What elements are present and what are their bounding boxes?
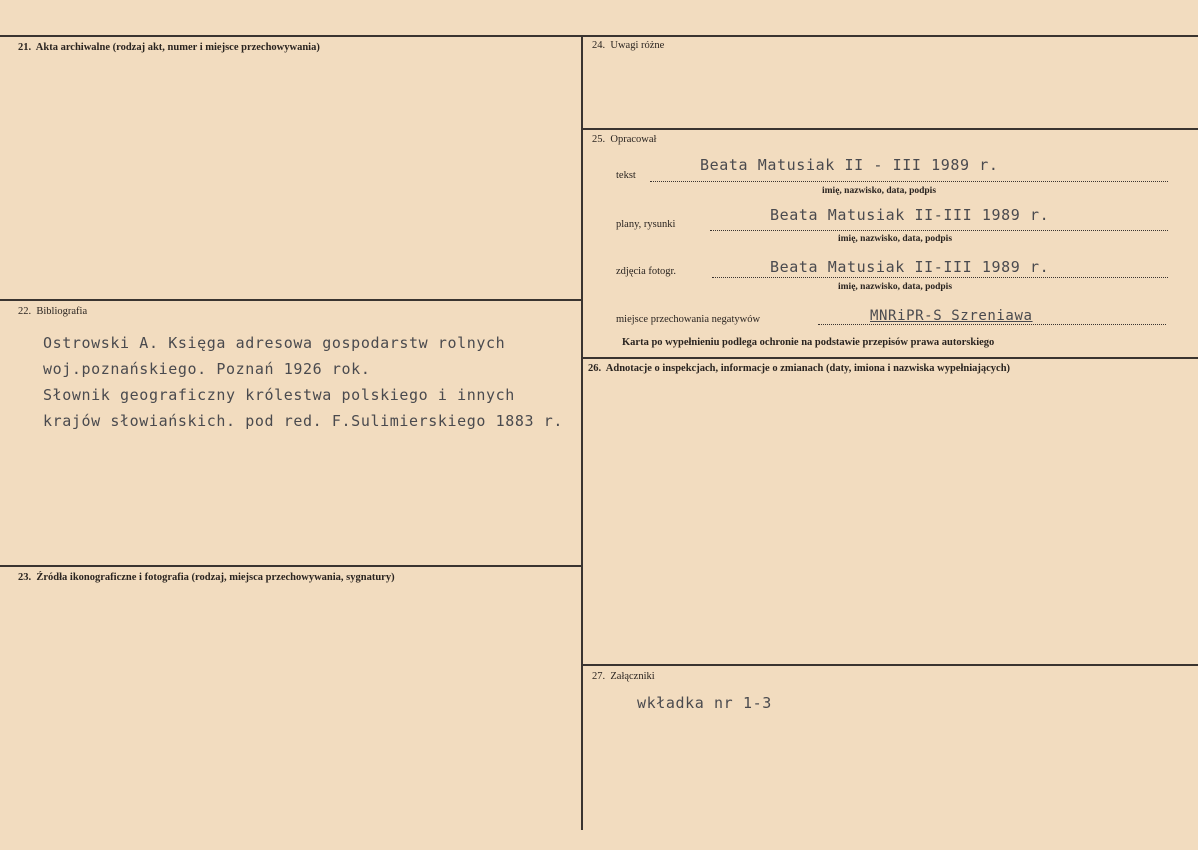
section-23-title: Źródła ikonograficzne i fotografia (rodzaj, miejsca przechowywania, sygnatury) (36, 572, 395, 583)
section-26-title: Adnotacje o inspekcjach, informacje o zmianach (daty, imiona i nazwiska wypełniających) (605, 363, 1011, 374)
section-24-number: 24. (592, 40, 606, 51)
negatives-dotted-line (818, 324, 1166, 325)
section-21-number: 21. (18, 42, 32, 53)
author-text-label: tekst (616, 170, 636, 181)
top-border (0, 35, 1198, 37)
author-plans-label: plany, rysunki (616, 219, 676, 230)
section-26-number: 26. (588, 363, 602, 374)
negatives-value: MNRiPR-S Szreniawa (870, 308, 1033, 324)
section-24-header (592, 40, 664, 51)
author-text-dotted-line (650, 181, 1168, 182)
author-plans-dotted-line (710, 230, 1168, 231)
section-23-number: 23. (18, 572, 32, 583)
author-photos-caption: imię, nazwisko, data, podpis (838, 282, 953, 292)
divider-25-26 (582, 357, 1198, 359)
section-25-header (592, 134, 656, 145)
center-divider (581, 35, 583, 830)
author-photos-value: Beata Matusiak II-III 1989 r. (770, 258, 1050, 276)
negatives-label: miejsce przechowania negatywów (616, 314, 761, 325)
bibliography-line-4: krajów słowiańskich. pod red. F.Sulimierskiego 1883 r. (43, 412, 564, 430)
divider-24-25 (582, 128, 1198, 130)
author-photos-dotted-line (712, 277, 1168, 278)
section-25-number: 25. (592, 134, 606, 145)
attachments-value: wkładka nr 1-3 (637, 694, 772, 712)
author-text-value: Beata Matusiak II - III 1989 r. (700, 156, 999, 174)
copyright-notice: Karta po wypełnieniu podlega ochronie na podstawie przepisów prawa autorskiego (622, 337, 995, 348)
divider-22-23 (0, 565, 582, 567)
bibliography-line-1: Ostrowski A. Księga adresowa gospodarstw rolnych (43, 334, 506, 352)
author-text-caption: imię, nazwisko, data, podpis (822, 186, 937, 196)
section-21-title: Akta archiwalne (rodzaj akt, numer i miejsce przechowywania) (35, 42, 320, 53)
section-24-title: Uwagi różne (610, 40, 665, 51)
section-23-header (18, 572, 395, 583)
divider-21-22 (0, 299, 582, 301)
author-plans-value: Beata Matusiak II-III 1989 r. (770, 206, 1050, 224)
author-photos-label: zdjęcia fotogr. (616, 266, 677, 277)
section-27-header (592, 671, 655, 682)
section-22-title: Bibliografia (36, 306, 88, 317)
section-25-title: Opracował (610, 134, 657, 145)
bibliography-line-2: woj.poznańskiego. Poznań 1926 rok. (43, 360, 371, 378)
author-plans-caption: imię, nazwisko, data, podpis (838, 234, 953, 244)
section-22-header (18, 306, 87, 317)
bibliography-line-3: Słownik geograficzny królestwa polskiego i innych (43, 386, 515, 404)
section-26-header (588, 363, 1010, 374)
section-22-number: 22. (18, 306, 32, 317)
section-27-number: 27. (592, 671, 606, 682)
section-27-title: Załączniki (610, 671, 655, 682)
divider-26-27 (582, 664, 1198, 666)
section-21-header (18, 42, 320, 53)
